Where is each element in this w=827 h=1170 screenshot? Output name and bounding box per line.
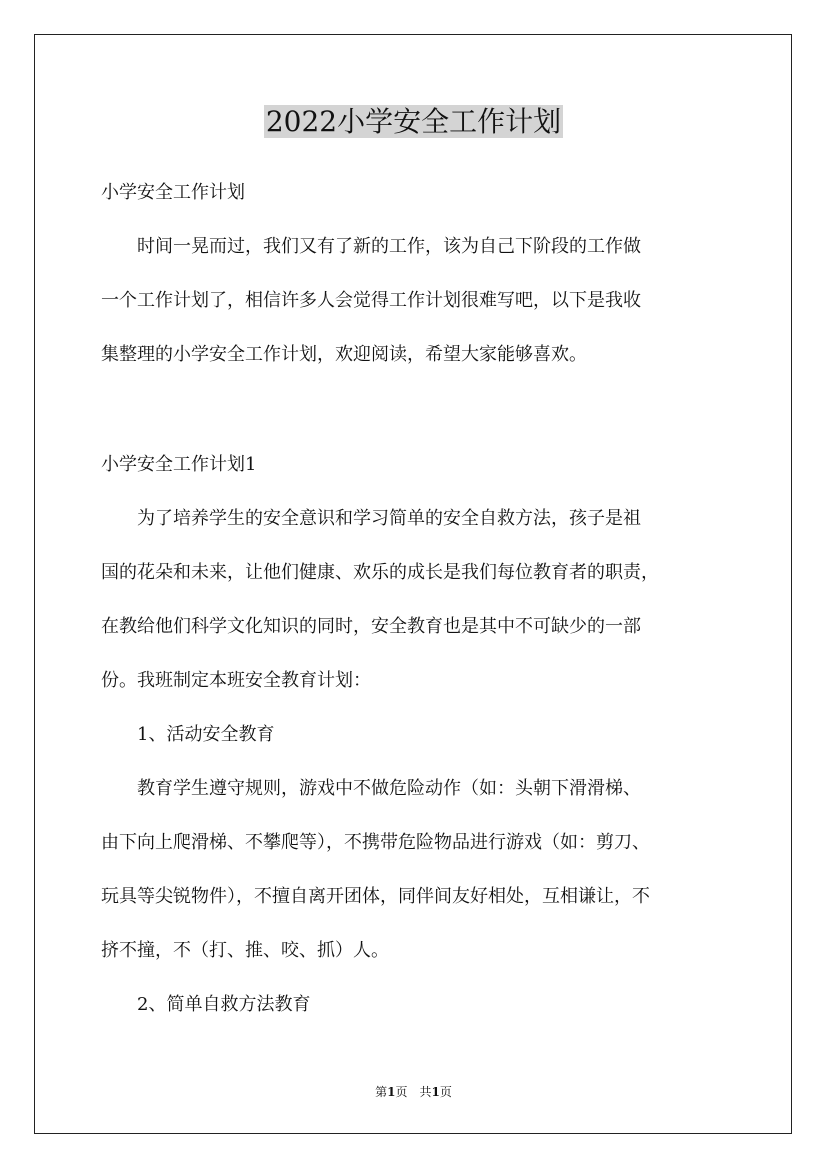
paragraph-line: 份。我班制定本班安全教育计划： <box>101 670 371 691</box>
list-heading: 2、简单自救方法教育 <box>101 994 311 1015</box>
document-title-text: 2022小学安全工作计划 <box>265 105 562 138</box>
paragraph-line: 一个工作计划了，相信许多人会觉得工作计划很难写吧，以下是我收 <box>101 290 641 311</box>
page-footer <box>0 1084 827 1100</box>
section-heading: 小学安全工作计划 <box>101 182 245 203</box>
footer-page-suffix: 页 <box>439 1085 452 1099</box>
document-title <box>0 102 827 142</box>
paragraph-line: 为了培养学生的安全意识和学习简单的安全自救方法，孩子是祖 <box>101 508 641 529</box>
paragraph-line: 国的花朵和未来，让他们健康、欢乐的成长是我们每位教育者的职责， <box>101 562 659 583</box>
footer-page-number: 1 <box>387 1085 396 1099</box>
footer-page-mid: 页 共 <box>395 1085 432 1099</box>
list-heading: 1、活动安全教育 <box>101 724 275 745</box>
paragraph-line: 玩具等尖锐物件），不擅自离开团体，同伴间友好相处，互相谦让，不 <box>101 886 650 907</box>
paragraph-line: 集整理的小学安全工作计划，欢迎阅读，希望大家能够喜欢。 <box>101 344 587 365</box>
footer-page-total: 1 <box>431 1085 440 1099</box>
footer-page-prefix: 第 <box>375 1085 388 1099</box>
section-heading: 小学安全工作计划1 <box>101 454 257 475</box>
paragraph-line: 由下向上爬滑梯、不攀爬等），不携带危险物品进行游戏（如：剪刀、 <box>101 832 650 853</box>
paragraph-line: 挤不撞，不（打、推、咬、抓）人。 <box>101 940 389 961</box>
paragraph-line: 在教给他们科学文化知识的同时，安全教育也是其中不可缺少的一部 <box>101 616 641 637</box>
paragraph-line: 教育学生遵守规则，游戏中不做危险动作（如：头朝下滑滑梯、 <box>101 778 641 799</box>
paragraph-line: 时间一晃而过，我们又有了新的工作，该为自己下阶段的工作做 <box>101 236 641 257</box>
